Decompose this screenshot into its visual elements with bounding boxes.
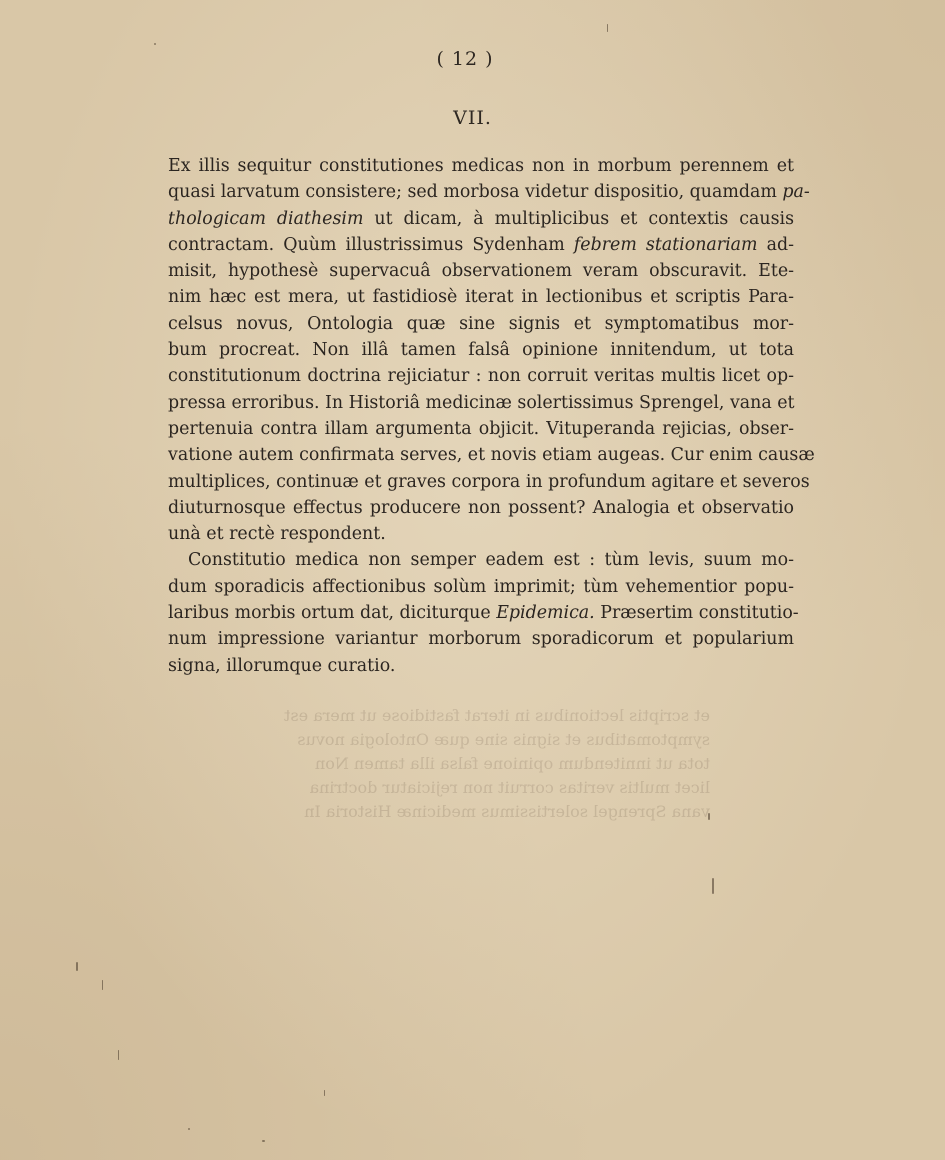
text-segment: nim hæc est mera, ut fastidiosè iterat in lectionibus et scriptis Para-	[168, 287, 794, 308]
text-segment: multiplices, continuæ et graves corpora in profundum agitare et severos	[168, 471, 810, 492]
text-segment: pressa erroribus. In Historiâ medicinæ solertissimus Sprengel, vana et	[168, 392, 795, 413]
text-segment: contractam. Quùm illustrissimus Sydenham	[168, 234, 574, 255]
text-line	[168, 574, 794, 600]
section-heading: VII.	[453, 107, 492, 129]
text-segment: bum procreat. Non illâ tamen falsâ opinione innitendum, ut tota	[168, 340, 794, 361]
text-segment: num impressione variantur morborum sporadicorum et popularium	[168, 629, 794, 650]
italic-text: Epidemica.	[496, 603, 595, 624]
body-text	[168, 153, 815, 679]
text-segment: constitutionum doctrina rejiciatur : non corruit veritas multis licet op-	[168, 366, 794, 387]
bleed-through-line-2: symptomatibus et signis sine quæ Ontologia novus	[297, 730, 710, 749]
text-segment: Præsertim constitutio-	[594, 603, 799, 624]
text-segment: vatione autem confirmata serves, et novis etiam augeas. Cur enim causæ	[168, 445, 815, 466]
bleed-through-line-3: tota ut innitendum opinione falsa illa tamen Non	[314, 754, 710, 773]
text-line	[168, 626, 794, 652]
paragraph-2	[168, 547, 799, 678]
bleed-through-line-1: et scriptis lectionibus in iterat fastidiose ut mera est	[283, 706, 710, 725]
text-line	[168, 337, 794, 363]
text-line	[168, 495, 794, 521]
text-segment: laribus morbis ortum dat, diciturque	[168, 603, 497, 624]
page-number: ( 12 )	[436, 48, 494, 70]
text-line	[168, 284, 794, 310]
text-segment: diuturnosque effectus producere non possent? Analogia et observatio	[168, 497, 794, 518]
paragraph-1	[168, 153, 815, 547]
italic-text: pa-	[782, 182, 810, 203]
text-line	[168, 258, 794, 284]
italic-text: febrem stationariam	[573, 234, 758, 255]
italic-text: thologicam diathesim	[168, 208, 364, 229]
text-segment: celsus novus, Ontologia quæ sine signis et symptomatibus mor-	[168, 313, 794, 334]
text-segment: unà et rectè respondent.	[168, 524, 386, 545]
text-segment: Ex illis sequitur constitutiones medicas non in morbum perennem et	[168, 156, 794, 176]
text-line	[168, 442, 815, 468]
text-segment: pertenuia contra illam argumenta objicit. Vituperanda rejicias, obser-	[168, 418, 794, 439]
text-segment: Constitutio medica non semper eadem est : tùm levis, suum mo-	[188, 550, 794, 571]
text-segment: dum sporadicis affectionibus solùm imprimit; tùm vehementior popu-	[168, 576, 794, 597]
text-segment: signa, illorumque curatio.	[168, 655, 396, 676]
text-line	[168, 232, 794, 258]
text-segment: misit, hypothesè supervacuâ observationem veram obscuravit. Ete-	[168, 261, 794, 282]
text-line	[168, 416, 794, 442]
text-line	[168, 153, 794, 179]
text-line	[168, 179, 810, 205]
text-line	[168, 521, 794, 547]
text-line	[168, 206, 794, 232]
text-line	[168, 363, 794, 389]
text-segment: ut dicam, à multiplicibus et contextis causis	[363, 208, 794, 229]
text-line	[168, 390, 794, 416]
text-segment: ad-	[757, 234, 795, 255]
text-line	[168, 547, 794, 573]
text-line	[168, 311, 794, 337]
bleed-through-line-5: vana Sprengel solertissimus medicinæ Historia In	[304, 802, 710, 821]
bleed-through-line-4: licet multis veritas corruit non rejiciatur doctrina	[309, 778, 710, 797]
text-line	[168, 600, 799, 626]
text-line	[168, 469, 810, 495]
text-line	[168, 653, 794, 679]
text-segment: quasi larvatum consistere; sed morbosa videtur dispositio, quamdam	[168, 182, 783, 203]
